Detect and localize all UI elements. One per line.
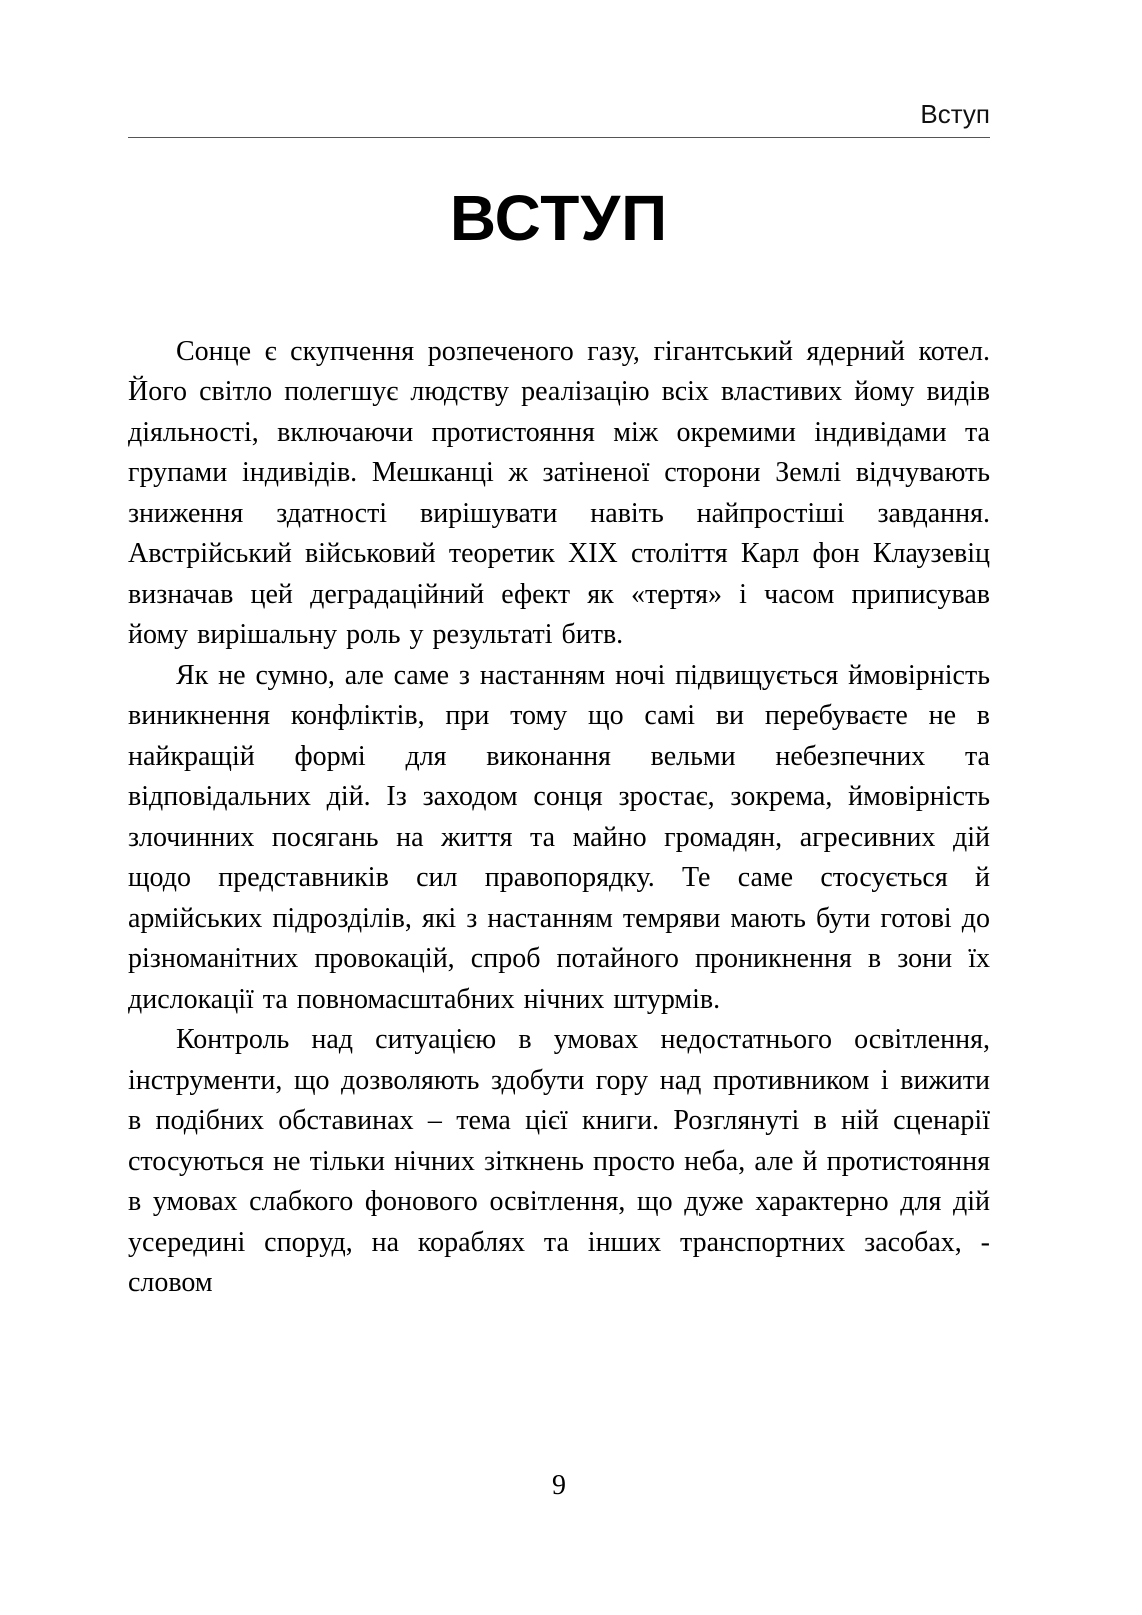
body-text — [128, 332, 990, 1304]
running-header-text: Вступ — [920, 99, 990, 129]
chapter-title: ВСТУП — [449, 181, 669, 254]
running-header — [128, 100, 990, 148]
paragraph-1: Сонце є скупчення розпеченого газу, гігантський ядерний котел. Його світло полегшує людству реалізацію всіх властивих йому видів діяльності, включаючи протистояння між окремими індивідами та групами індивідів. Мешканці ж затіненої сторони Землі відчувають зниження здатності вирішувати навіть найпростіші завдання. Австрійський військовий теоретик XIX століття Карл фон Клаузевіц визначав цей деградаційний ефект як «тертя» і часом приписував йому вирішальну роль у результаті битв. — [128, 335, 990, 651]
page-number: 9 — [552, 1470, 566, 1501]
page-footer — [128, 1470, 990, 1502]
paragraph-3: Контроль над ситуацією в умовах недостатнього освітлення, інструменти, що дозволяють здобути гору над противником і вижити в подібних обставинах – тема цієї книги. Розглянуті в ній сценарії стосуються не тільки нічних зіткнень просто неба, але й протистояння в умовах слабкого фонового освітлення, що дуже характерно для дій усередині споруд, на кораблях та інших транспортних засобах, - словом — [128, 1024, 990, 1299]
header-rule — [128, 137, 990, 138]
paragraph-2: Як не сумно, але саме з настанням ночі підвищується ймовірність виникнення конфліктів, при тому що самі ви перебуваєте не в найкращій формі для виконання вельми небезпечних та відповідальних дій. Із заходом сонця зростає, зокрема, ймовірність злочинних посягань на життя та майно громадян, агресивних дій щодо представників сил правопорядку. Те саме стосується й армійських підрозділів, які з настанням темряви мають бути готові до різноманітних провокацій, спроб потайного проникнення в зони їх дислокації та повномасштабних нічних штурмів. — [128, 659, 990, 1015]
